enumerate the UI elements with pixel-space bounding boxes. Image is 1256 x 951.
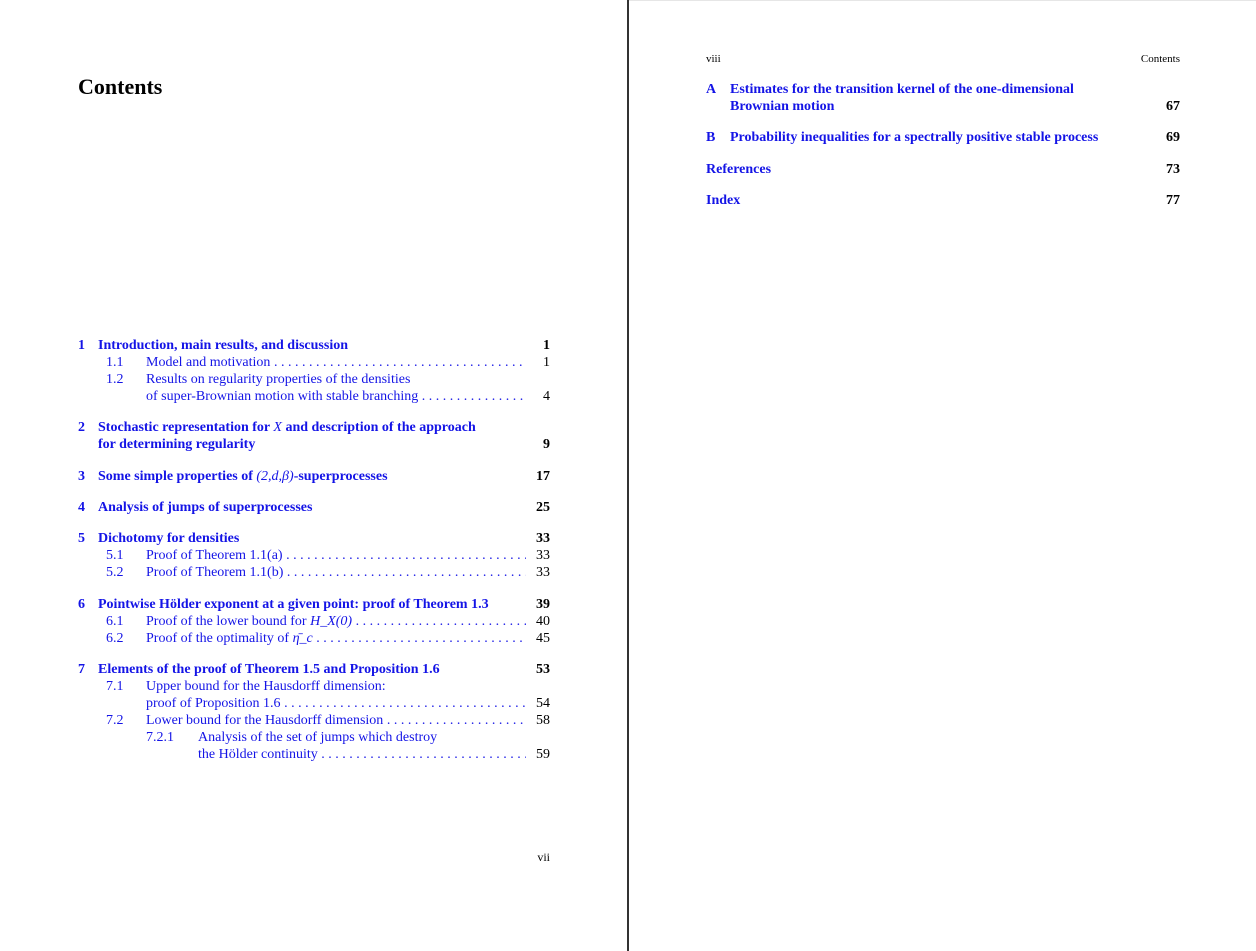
section-5-2-number[interactable]: 5.2 (106, 565, 124, 580)
page-divider (627, 0, 629, 951)
section-7-1-title-line1[interactable]: Upper bound for the Hausdorff dimension: (146, 679, 386, 694)
chapter-5-title[interactable]: Dichotomy for densities (98, 531, 240, 546)
chapter-7-number[interactable]: 7 (78, 662, 85, 677)
section-6-1-page: 40 (536, 614, 550, 629)
appendix-a-title-line2[interactable]: Brownian motion (730, 99, 835, 114)
chapter-3-number[interactable]: 3 (78, 469, 85, 484)
running-head-page-number: viii (706, 53, 721, 65)
chapter-1-title[interactable]: Introduction, main results, and discussion (98, 338, 348, 353)
chapter-6-number[interactable]: 6 (78, 597, 85, 612)
section-6-2-number[interactable]: 6.2 (106, 631, 124, 646)
section-7-2-title[interactable]: Lower bound for the Hausdorff dimension . . . (146, 712, 526, 729)
chapter-3-page: 17 (536, 469, 550, 484)
subsection-7-2-1-title-line1[interactable]: Analysis of the set of jumps which destroy (198, 730, 438, 745)
contents-title: Contents (78, 74, 163, 99)
section-1-1-page: 1 (543, 355, 550, 370)
chapter-7-page: 53 (536, 662, 550, 677)
section-1-2-page: 4 (543, 389, 550, 404)
running-head-title: Contents (1140, 53, 1180, 65)
left-page (0, 0, 627, 951)
chapter-4-title[interactable]: Analysis of jumps of superprocesses (98, 500, 313, 515)
chapter-4-number[interactable]: 4 (78, 500, 85, 515)
section-5-2-page: 33 (536, 565, 550, 580)
chapter-1-page: 1 (543, 338, 550, 353)
section-1-1-number[interactable]: 1.1 (106, 355, 124, 370)
subsection-7-2-1-number[interactable]: 7.2.1 (146, 730, 174, 745)
section-6-1-number[interactable]: 6.1 (106, 614, 124, 629)
section-7-1-page: 54 (536, 696, 550, 711)
section-1-2-title-line2[interactable]: of super-Brownian motion with stable branching . . . (146, 388, 526, 405)
page-number: vii (537, 850, 550, 864)
references-page: 73 (1166, 162, 1180, 177)
section-5-1-number[interactable]: 5.1 (106, 548, 124, 563)
section-1-2-number[interactable]: 1.2 (106, 372, 124, 387)
chapter-2-title-line1[interactable]: Stochastic representation for X and description of the approach (98, 420, 476, 435)
section-1-2-title-line1[interactable]: Results on regularity properties of the densities (146, 372, 411, 387)
appendix-a-title-line1[interactable]: Estimates for the transition kernel of the one-dimensional (730, 82, 1074, 97)
chapter-3-title[interactable]: Some simple properties of (2,d,β)-superprocesses (98, 469, 388, 484)
chapter-5-number[interactable]: 5 (78, 531, 85, 546)
section-7-2-page: 58 (536, 713, 550, 728)
chapter-2-title-line2[interactable]: for determining regularity (98, 437, 256, 452)
subsection-7-2-1-title-line2[interactable]: the Hölder continuity . . . (198, 746, 526, 763)
appendix-b-letter[interactable]: B (706, 130, 716, 145)
chapter-6-page: 39 (536, 597, 550, 612)
index-page: 77 (1166, 193, 1180, 208)
section-5-1-page: 33 (536, 548, 550, 563)
chapter-2-number[interactable]: 2 (78, 420, 85, 435)
appendix-b-page: 69 (1166, 130, 1180, 145)
chapter-7-title[interactable]: Elements of the proof of Theorem 1.5 and Proposition 1.6 (98, 662, 440, 677)
section-1-1-title[interactable]: Model and motivation . . . (146, 354, 526, 371)
appendix-a-letter[interactable]: A (706, 82, 717, 97)
appendix-b-title[interactable]: Probability inequalities for a spectrally positive stable process (730, 130, 1099, 145)
references-link[interactable]: References (706, 162, 772, 177)
chapter-5-page: 33 (536, 531, 550, 546)
section-6-1-title[interactable]: Proof of the lower bound for H_X(0) . . . (146, 613, 526, 630)
subsection-7-2-1-page: 59 (536, 747, 550, 762)
chapter-4-page: 25 (536, 500, 550, 515)
section-5-2-title[interactable]: Proof of Theorem 1.1(b) . . . (146, 564, 526, 581)
section-6-2-page: 45 (536, 631, 550, 646)
index-link[interactable]: Index (706, 193, 741, 208)
section-7-2-number[interactable]: 7.2 (106, 713, 124, 728)
chapter-2-page: 9 (543, 437, 550, 452)
section-7-1-number[interactable]: 7.1 (106, 679, 124, 694)
section-6-2-title[interactable]: Proof of the optimality of η̄_c . . . (146, 630, 526, 647)
section-7-1-title-line2[interactable]: proof of Proposition 1.6 . . . (146, 695, 526, 712)
chapter-6-title[interactable]: Pointwise Hölder exponent at a given point: proof of Theorem 1.3 (98, 597, 489, 612)
section-5-1-title[interactable]: Proof of Theorem 1.1(a) . . . (146, 547, 526, 564)
chapter-1-number[interactable]: 1 (78, 338, 85, 353)
appendix-a-page: 67 (1166, 99, 1180, 114)
